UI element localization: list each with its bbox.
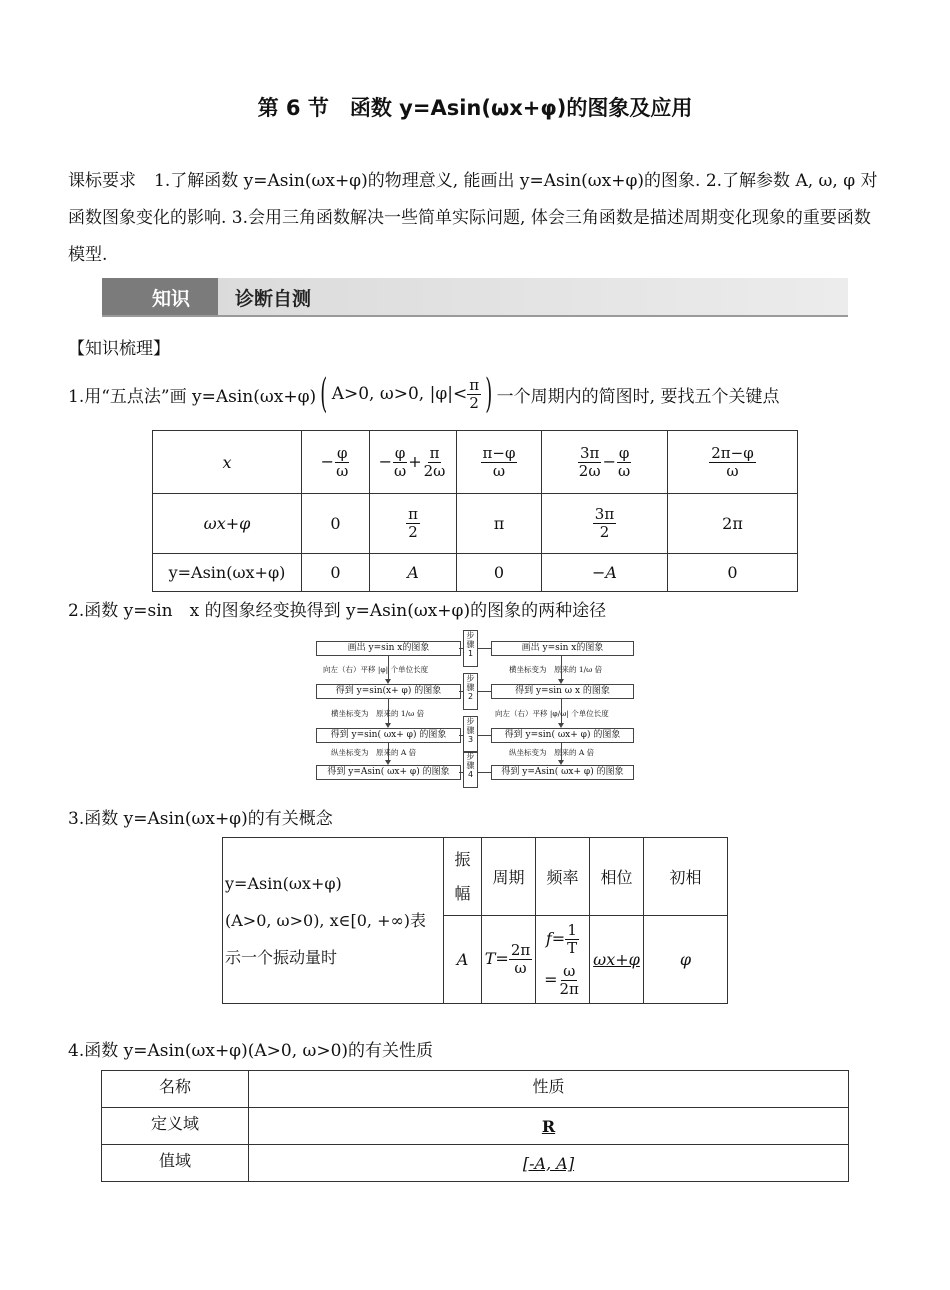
item1-condition: A>0, ω>0, |φ|< [331,384,468,404]
phase-cell-1: 0 [302,494,370,554]
x-cell-4: $\frac{3\pi}{2\omega}$ − $\frac{\varphi}{\omega}$ [542,431,668,494]
left-transform-3: 纵坐标变为 原来的 A 倍 [331,748,417,757]
step-1-label: 步骤1 [463,630,478,667]
arrow-down-icon [385,760,391,765]
amplitude-value: A [444,916,482,1004]
initial-phase-value: φ [644,916,728,1004]
x-cell-5: $\frac{2\pi-\varphi}{\omega}$ [668,431,798,494]
row-label-x: x [153,431,302,494]
header-initial-phase: 初相 [644,838,728,916]
transformation-diagram [313,628,635,786]
table-row [102,1108,849,1145]
period-value: T= $\frac{2\pi}{\omega}$ [482,916,536,1004]
properties-table [101,1070,849,1182]
y-cell-4: −A [542,554,668,592]
arrow-down-icon [385,679,391,684]
curriculum-requirements [68,163,883,274]
five-point-table [152,430,798,592]
table-row [102,1071,849,1108]
banner-light-label: 诊断自测 [235,288,312,310]
right-box-4: 得到 y=Asin( ωx+ φ) 的图象 [491,765,634,780]
arrow-down-icon [558,679,564,684]
item1-text: 1.用“五点法”画 y=Asin(ωx+φ) [68,386,317,407]
phase-cell-5: 2π [668,494,798,554]
step-2-label: 步骤2 [463,673,478,710]
phase-cell-4: $\frac{3\pi}{2}$ [542,494,668,554]
y-cell-1: 0 [302,554,370,592]
domain-value: R [249,1108,849,1145]
right-paren: ) [485,371,493,417]
y-cell-5: 0 [668,554,798,592]
y-cell-2: A [370,554,457,592]
table-row [223,838,728,916]
step-4-label: 步骤4 [463,751,478,788]
x-cell-1: − $\frac{\varphi}{\omega}$ [302,431,370,494]
left-box-4: 得到 y=Asin( ωx+ φ) 的图象 [316,765,461,780]
right-transform-3: 纵坐标变为 原来的 A 倍 [509,748,595,757]
right-transform-1: 横坐标变为 原来的 1/ω 倍 [509,665,603,674]
table-row [102,1145,849,1182]
table-row [153,494,798,554]
connector [477,735,491,736]
section-banner [102,278,848,317]
connector [477,691,491,692]
page-title: 第 6 节 函数 y=Asin(ωx+φ)的图象及应用 [257,96,693,120]
header-frequency: 频率 [536,838,590,916]
connector [477,648,491,649]
item-3: 3.函数 y=Asin(ωx+φ)的有关概念 [68,809,333,829]
table-row [153,554,798,592]
header-name: 名称 [102,1071,249,1108]
x-cell-2: − $\frac{\varphi}{\omega}$ + $\frac{\pi}{2\omega}$ [370,431,457,494]
knowledge-subheading: 【知识梳理】 [68,339,170,359]
header-property: 性质 [249,1071,849,1108]
banner-dark-block [102,278,218,315]
requirements-label: 课标要求 [68,171,136,191]
item-2: 2.函数 y=sin x 的图象经变换得到 y=Asin(ωx+φ)的图象的两种途径 [68,601,607,621]
right-transform-2: 向左（右）平移 |φ/ω| 个单位长度 [495,709,609,718]
range-value: [-A, A] [249,1145,849,1182]
right-box-3: 得到 y=sin( ωx+ φ) 的图象 [491,728,634,743]
step-3-label: 步骤3 [463,716,478,753]
phase-cell-2: $\frac{\pi}{2}$ [370,494,457,554]
connector [477,772,491,773]
arrow-down-icon [385,723,391,728]
left-box-2: 得到 y=sin(x+ φ) 的图象 [316,684,461,699]
left-paren: ( [320,371,328,417]
left-box-3: 得到 y=sin( ωx+ φ) 的图象 [316,728,461,743]
row-label-y: y=Asin(ωx+φ) [153,554,302,592]
item1-frac: $\frac{\pi}{2}$ [469,375,480,412]
row-label-phase: ωx+φ [153,494,302,554]
range-label: 值域 [102,1145,249,1182]
left-transform-1: 向左（右）平移 |φ| 个单位长度 [323,665,429,674]
right-box-1: 画出 y=sin x的图象 [491,641,634,656]
requirements-text: 1.了解函数 y=Asin(ωx+φ)的物理意义, 能画出 y=Asin(ωx+φ)的图象. 2.了解参数 A, ω, φ 对函数图象变化的影响. 3.会用三角函数解决一些简单实际问题, 体会三角函数是描述周期变化现象的重要函数模型. [68,171,878,265]
connector [459,735,463,736]
phase-value: ωx+φ [590,916,644,1004]
item1-text-after: 一个周期内的简图时, 要找五个关键点 [496,386,780,407]
connector [459,772,463,773]
header-period: 周期 [482,838,536,916]
table-row [153,431,798,494]
arrow-down-icon [558,760,564,765]
right-box-2: 得到 y=sin ω x 的图象 [491,684,634,699]
left-box-1: 画出 y=sin x的图象 [316,641,461,656]
item-4: 4.函数 y=Asin(ωx+φ)(A>0, ω>0)的有关性质 [68,1041,434,1061]
banner-dark-label: 知识 [152,288,191,310]
phase-cell-3: π [457,494,542,554]
item-1 [68,372,779,416]
domain-label: 定义域 [102,1108,249,1145]
concept-description: y=Asin(ωx+φ) (A>0, ω>0), x∈[0, +∞)表 示一个振动量时 [223,838,444,1004]
header-amplitude: 振幅 [444,838,482,916]
arrow-down-icon [558,723,564,728]
connector [459,648,463,649]
frequency-value: f= $\frac{1}{T}$ = $\frac{\omega}{2\pi}$ [536,916,590,1004]
y-cell-3: 0 [457,554,542,592]
header-phase: 相位 [590,838,644,916]
concept-table [222,837,728,1004]
x-cell-3: $\frac{\pi-\varphi}{\omega}$ [457,431,542,494]
connector [459,691,463,692]
left-transform-2: 横坐标变为 原来的 1/ω 倍 [331,709,425,718]
